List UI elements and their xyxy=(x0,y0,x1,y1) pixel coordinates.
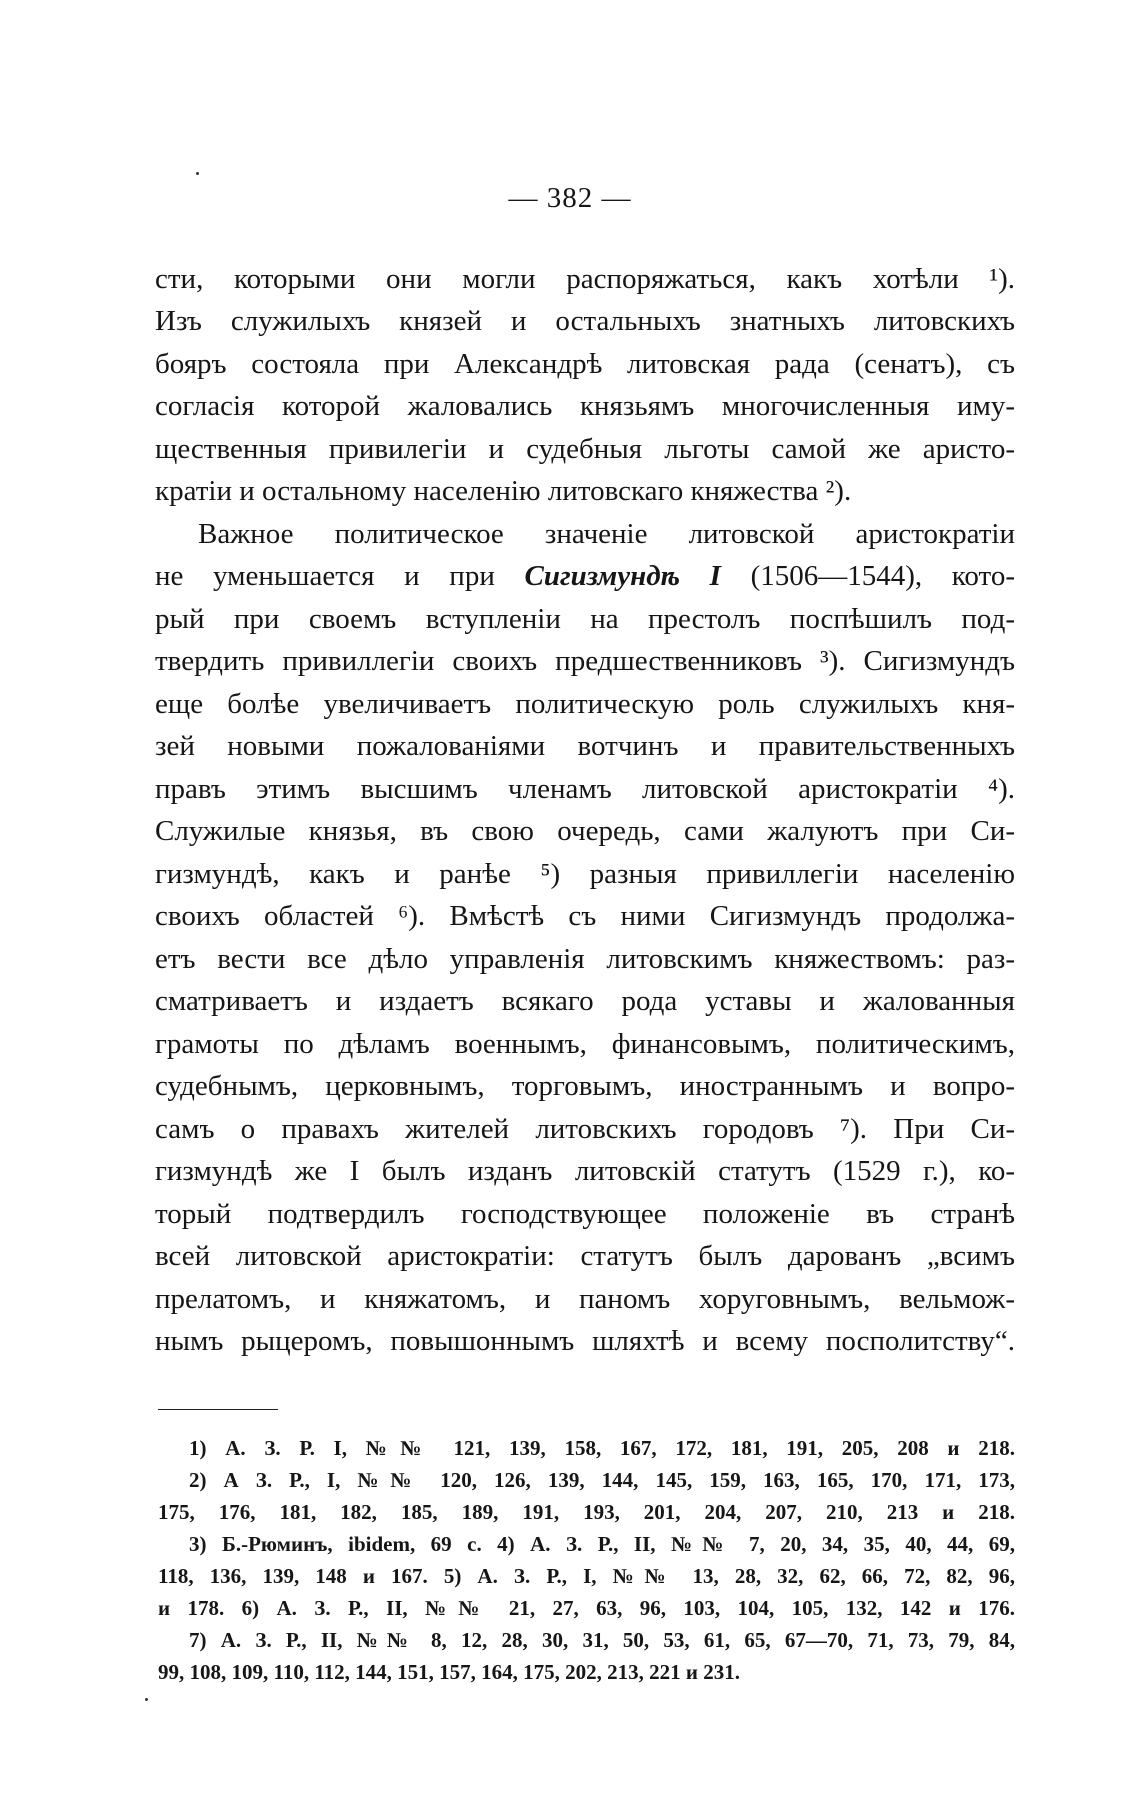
print-speck xyxy=(145,1698,148,1701)
text-line: прелатомъ, и княжатомъ, и паномъ хоруговнымъ, вельмож- xyxy=(155,1283,1015,1315)
text-line: Служилые князья, въ свою очередь, сами жалуютъ при Си- xyxy=(155,815,1015,847)
text-line: грамоты по дѣламъ военнымъ, финансовымъ, политическимъ, xyxy=(155,1028,1015,1060)
text-line: рый при своемъ вступленіи на престолъ поспѣшилъ под- xyxy=(155,603,1015,635)
page-number: — 382 — xyxy=(508,182,632,214)
text-line: судебнымъ, церковнымъ, торговымъ, иностраннымъ и вопро- xyxy=(155,1070,1015,1102)
footnote-line: и 178. 6) А. З. Р., II, №№ 21, 27, 63, 96, 103, 104, 105, 132, 142 и 176. xyxy=(158,1596,1015,1620)
text-line: щественныя привилегіи и судебныя льготы самой же аристо- xyxy=(155,433,1015,465)
text-line: нымъ рыцеромъ, повышоннымъ шляхтѣ и всему посполитству“. xyxy=(155,1325,1015,1357)
text-line: сматриваетъ и издаетъ всякаго рода уставы и жалованныя xyxy=(155,985,1015,1017)
italic-name: Сигизмундѣ I xyxy=(524,560,721,592)
text-line: не уменьшается и при Сигизмундѣ I (1506—1544), кото- xyxy=(155,560,1015,592)
text-line: бояръ состояла при Александрѣ литовская рада (сенатъ), съ xyxy=(155,348,1015,380)
text-line: Важное политическое значеніе литовской аристократіи xyxy=(198,518,1015,550)
footnote-line: 2) А З. Р., I, №№ 120, 126, 139, 144, 145, 159, 163, 165, 170, 171, 173, xyxy=(189,1468,1015,1492)
footnote-divider xyxy=(158,1409,278,1410)
text-line: твердить привиллегіи своихъ предшественниковъ ³). Сигизмундъ xyxy=(155,645,1015,677)
text-line: кратіи и остальному населенію литовскаго княжества ²). xyxy=(155,475,852,507)
text-line: правъ этимъ высшимъ членамъ литовской аристократіи ⁴). xyxy=(155,773,1015,805)
text-line: всей литовской аристократіи: статутъ былъ дарованъ „всимъ xyxy=(155,1240,1015,1272)
text-line: торый подтвердилъ господствующее положеніе въ странѣ xyxy=(155,1198,1015,1230)
footnote-line: 3) Б.-Рюминъ, ibidem, 69 с. 4) А. З. Р., II, №№ 7, 20, 34, 35, 40, 44, 69, xyxy=(189,1532,1015,1556)
text-line: согласія которой жаловались князьямъ многочисленныя иму- xyxy=(155,390,1015,422)
text-line: гизмундѣ же I былъ изданъ литовскій статутъ (1529 г.), ко- xyxy=(155,1155,1015,1187)
footnote-line: 118, 136, 139, 148 и 167. 5) А. З. Р., I, №№ 13, 28, 32, 62, 66, 72, 82, 96, xyxy=(158,1564,1015,1588)
text-line: Изъ служилыхъ князей и остальныхъ знатныхъ литовскихъ xyxy=(155,305,1015,337)
footnote-line: 1) А. З. Р. I, №№ 121, 139, 158, 167, 172, 181, 191, 205, 208 и 218. xyxy=(189,1436,1015,1460)
footnote-line: 175, 176, 181, 182, 185, 189, 191, 193, 201, 204, 207, 210, 213 и 218. xyxy=(158,1500,1015,1524)
text-line: етъ вести все дѣло управленія литовскимъ княжествомъ: раз- xyxy=(155,943,1015,975)
text-line: самъ о правахъ жителей литовскихъ городовъ ⁷). При Си- xyxy=(155,1113,1015,1145)
text-line: еще болѣе увеличиваетъ политическую роль служилыхъ кня- xyxy=(155,688,1015,720)
text-line: сти, которыми они могли распоряжаться, какъ хотѣли ¹). xyxy=(155,263,1015,295)
text-line: гизмундѣ, какъ и ранѣе ⁵) разныя привиллегіи населенію xyxy=(155,858,1015,890)
footnote-line: 7) А. З. Р., II, №№ 8, 12, 28, 30, 31, 50, 53, 61, 65, 67—70, 71, 73, 79, 84, xyxy=(189,1628,1015,1652)
text-line: своихъ областей ⁶). Вмѣстѣ съ ними Сигизмундъ продолжа- xyxy=(155,900,1015,932)
footnote-line: 99, 108, 109, 110, 112, 144, 151, 157, 164, 175, 202, 213, 221 и 231. xyxy=(158,1660,741,1684)
text-line: зей новыми пожалованіями вотчинъ и правительственныхъ xyxy=(155,730,1015,762)
print-speck xyxy=(196,172,199,175)
